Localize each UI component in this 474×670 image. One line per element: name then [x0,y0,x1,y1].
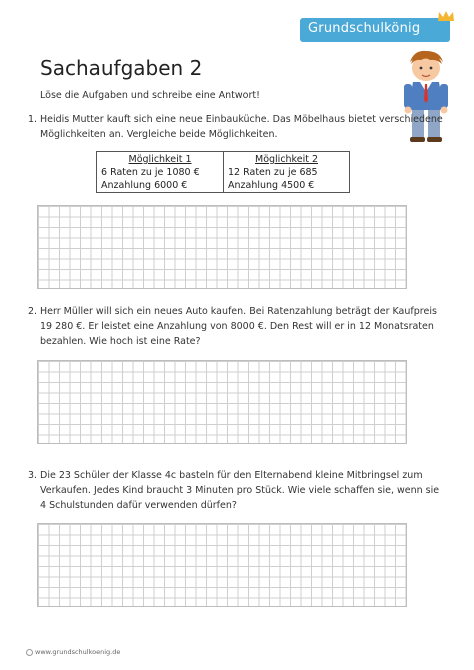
task-1 [28,112,448,144]
answer-grid-2[interactable] [37,360,407,444]
task-3 [28,468,448,514]
task-2 [28,304,448,350]
task-number: 2. [28,306,38,317]
option-header: Möglichkeit 1 [128,154,192,165]
task-number: 3. [28,470,38,481]
task-line: bezahlen. Wie hoch ist eine Rate? [40,336,201,347]
task-text [40,304,437,349]
copyright-icon [26,649,33,656]
option-2 [223,152,349,192]
brand-name: Grundschulkönig [308,21,421,36]
task-line: Die 23 Schüler der Klasse 4c basteln für den Elternabend kleine Mitbringsel zum [40,470,423,481]
task-line: 19 280 €. Er leistet eine Anzahlung von 8000 €. Den Rest will er in 12 Monatsraten [40,321,434,332]
footer [26,648,120,656]
option-rates: 12 Raten zu je 685 [228,167,318,178]
task-line: Herr Müller will sich ein neues Auto kaufen. Bei Ratenzahlung beträgt der Kaufpreis [40,306,437,317]
footer-url[interactable]: www.grundschulkoenig.de [35,648,121,656]
instruction-text: Löse die Aufgaben und schreibe eine Antwort! [40,90,260,101]
task-line: Verkaufen. Jedes Kind braucht 3 Minuten pro Stück. Wie viele schaffen sie, wenn sie [40,485,440,496]
answer-grid-3[interactable] [37,523,407,607]
task-line: Heidis Mutter kauft sich eine neue Einbauküche. Das Möbelhaus bietet verschiedene [40,114,443,125]
brand-logo [300,18,450,42]
task-text [40,112,443,142]
task-number: 1. [28,114,38,125]
answer-grid-1[interactable] [37,205,407,289]
task-text [40,468,439,513]
option-downpayment: Anzahlung 4500 € [228,180,315,191]
crown-icon [437,10,455,22]
option-1 [97,152,223,192]
option-header: Möglichkeit 2 [255,154,318,165]
option-downpayment: Anzahlung 6000 € [101,180,188,191]
page-title: Sachaufgaben 2 [40,56,203,80]
options-table [96,151,350,193]
task-line: 4 Schulstunden dafür verwenden dürfen? [40,500,237,511]
task-line: Möglichkeiten an. Vergleiche beide Möglichkeiten. [40,129,278,140]
option-rates: 6 Raten zu je 1080 € [101,167,200,178]
